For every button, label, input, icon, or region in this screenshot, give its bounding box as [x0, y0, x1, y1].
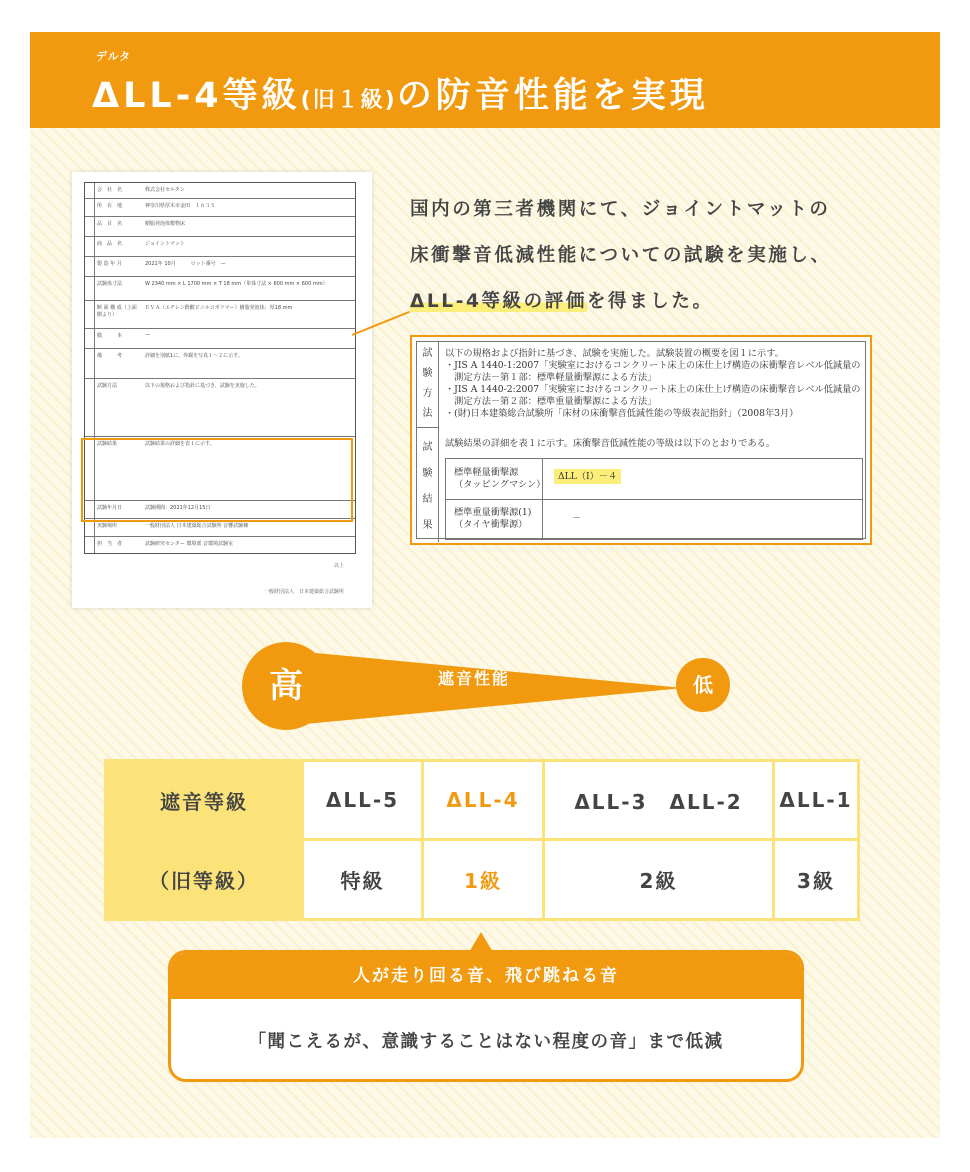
certificate-zoom-excerpt — [410, 335, 872, 545]
zoom-table-divider — [446, 499, 862, 500]
zoom-method-line: 測定方法－第１部：標準軽量衝撃源による方法」 — [445, 372, 657, 383]
certificate-row — [85, 349, 355, 379]
certificate-row-value: ＥＶＡ（エチレン酢酸ビニルコポリマー）樹脂発泡体：厚18 mm — [145, 305, 293, 311]
certificate-row-value: 試験結果の詳細を表１に示す。 — [145, 441, 215, 447]
certificate-row — [85, 379, 355, 437]
certificate-row-label: 膜 本 — [97, 333, 123, 339]
zoom-heavy-source-label — [454, 507, 531, 531]
zoom-light-label-1: 標準軽量衝撃源 — [454, 467, 519, 478]
description — [410, 187, 920, 325]
zoom-light-source-label — [454, 467, 545, 491]
old-grade-cell: 3級 — [775, 841, 857, 918]
zoom-light-value-highlight: ΔLL（I）－４ — [554, 469, 621, 484]
description-highlight: ΔLL-4等級の評価 — [410, 291, 587, 312]
page-title — [92, 68, 709, 118]
zoom-heavy-value: － — [572, 513, 582, 524]
certificate-row — [85, 199, 355, 217]
description-line-2: 床衝撃音低減性能についての試験を実施し、 — [410, 245, 832, 266]
certificate-highlight-box — [81, 438, 353, 522]
description-line-3-rest: を得ました。 — [586, 291, 714, 312]
certificate-row-value: 樹脂発泡体敷物床 — [145, 221, 186, 227]
zoom-side-char: 験 — [422, 468, 433, 479]
certificate-row-label: 担 当 者 — [97, 541, 123, 547]
zoom-side-char: 試 — [422, 348, 433, 359]
zoom-method-line: ・JIS A 1440-2:2007「実験室におけるコンクリート床上の床仕上げ構造の床衝撃音レベル低減量の — [445, 384, 861, 395]
certificate-row — [85, 537, 355, 555]
zoom-side-char: 方 — [422, 388, 433, 399]
zoom-result-table — [445, 458, 863, 540]
description-line-1: 国内の第三者機関にて、ジョイントマットの — [410, 199, 831, 220]
grade-cell: ΔLL-5 — [304, 762, 421, 838]
certificate-row-value: 詳細を別紙1に、外観を写真１～２に示す。 — [145, 353, 243, 359]
zoom-method-line: ・JIS A 1440-1:2007「実験室におけるコンクリート床上の床仕上げ構造の床衝撃音レベル低減量の — [445, 360, 861, 371]
grade-cell-highlight: ΔLL-4 — [424, 762, 542, 838]
certificate-row-value: 2021年 10月 ロット番号 — — [145, 261, 226, 267]
certificate-row-label: 備 考 — [97, 353, 123, 359]
certificate-footer: 一般財団法人 日本建築総合試験所 — [263, 589, 344, 595]
certificate-row — [85, 329, 355, 349]
old-grade-row-header: （旧等級） — [107, 841, 301, 918]
certificate-row-value: W 2340 mm × L 1700 mm × T 18 mm（単体寸法 × 600 mm × 600 mm） — [145, 281, 328, 287]
old-grade-cell: 特級 — [304, 841, 421, 918]
zoom-light-label-2: （タッピングマシン） — [454, 479, 546, 490]
certificate-row-value: 神奈川県厚木市金田 １６３５ — [145, 203, 216, 209]
description-line-3 — [410, 279, 920, 325]
zoom-method-line: 測定方法－第２部：標準重量衝撃源による方法」 — [445, 396, 657, 407]
certificate-row-label: 試験年月日 — [97, 505, 123, 511]
grade-row-header: 遮音等級 — [107, 762, 301, 838]
performance-label: 遮音性能 — [438, 669, 511, 688]
certificate-row — [85, 183, 355, 199]
performance-high-badge: 高 — [242, 642, 330, 730]
certificate-row-label: 製 造 年 月 — [97, 261, 122, 267]
certificate-row — [85, 301, 355, 329]
zoom-inner-frame — [416, 341, 866, 539]
certificate-row — [85, 257, 355, 277]
certificate-row-value: — — [145, 332, 150, 338]
certificate-row-label: 試験方法 — [97, 383, 118, 389]
zoom-side-method — [417, 342, 439, 428]
certificate-row — [85, 217, 355, 237]
zoom-heavy-label-1: 標準重量衝撃源(1) — [454, 507, 532, 518]
zoom-heavy-label-2: （タイヤ衝撃源） — [454, 519, 528, 530]
certificate-row-value: 株式会社セルタン — [145, 187, 185, 193]
title-grade: ΔLL-4等級 — [92, 76, 301, 116]
title-old-grade: (旧１級) — [300, 88, 397, 113]
zoom-result-intro: 試験結果の詳細を表１に示す。床衝撃音低減性能の等級は以下のとおりである。 — [445, 438, 776, 449]
certificate-row-label: 品 目 名 — [97, 221, 123, 227]
certificate-row-label: 会 社 名 — [97, 187, 123, 193]
zoom-side-char: 験 — [422, 368, 433, 379]
certificate-row-label: 試験体寸法 — [97, 281, 123, 287]
certificate-row-value: 以下の規格および指針に基づき、試験を実施した。 — [145, 383, 260, 389]
zoom-method-line: ・(財)日本建築総合試験所「床材の床衝撃音低減性能の等級表記指針」（2008年3月） — [445, 408, 799, 419]
zoom-side-char: 法 — [422, 408, 433, 419]
zoom-side-result — [417, 428, 439, 542]
zoom-side-char: 結 — [422, 494, 433, 505]
delta-ruby: デルタ — [96, 50, 132, 63]
certificate-row-label: 試験結果 — [97, 441, 118, 447]
certificate-row — [85, 237, 355, 257]
zoom-method-line: 以下の規格および指針に基づき、試験を実施した。試験装置の概要を図１に示す。 — [445, 348, 784, 359]
zoom-side-char: 果 — [422, 520, 433, 531]
grade-cell: ΔLL-1 — [775, 762, 857, 838]
certificate-row-label: 実験場所 — [97, 523, 118, 529]
certificate-row-value: 試験研究センター 環境部 音環境試験室 — [145, 541, 233, 547]
header-banner — [30, 32, 940, 128]
certificate-row — [85, 277, 355, 301]
note-body: 「聞こえるが、意識することはない程度の音」まで低減 — [248, 1032, 724, 1052]
note-box — [168, 950, 804, 1082]
zoom-side-char: 試 — [422, 442, 433, 453]
certificate-row-label: 所 在 地 — [97, 203, 123, 209]
performance-low-badge: 低 — [676, 658, 730, 712]
test-certificate — [72, 172, 372, 608]
certificate-closing: 以上 — [333, 563, 344, 569]
certificate-row-label: 断 面 構 成（上面側より） — [97, 305, 137, 318]
certificate-row-value: 試験期間：2021年12月15日 — [145, 505, 211, 511]
page-background — [30, 32, 940, 1138]
certificate-row-value: ジョイントマット — [145, 241, 185, 247]
grade-cell: ΔLL-3 ΔLL-2 — [545, 762, 772, 838]
grade-table — [104, 759, 860, 921]
title-rest: の防音性能を実現 — [396, 76, 709, 116]
zoom-light-value — [554, 471, 621, 483]
certificate-row-label: 商 品 名 — [97, 241, 123, 247]
certificate-row-value: 一般財団法人 日本建築総合試験所 音響試験棟 — [145, 523, 249, 529]
note-title: 人が走り回る音、飛び跳ねる音 — [171, 953, 801, 999]
old-grade-cell-highlight: 1級 — [424, 841, 542, 918]
old-grade-cell: 2級 — [545, 841, 772, 918]
